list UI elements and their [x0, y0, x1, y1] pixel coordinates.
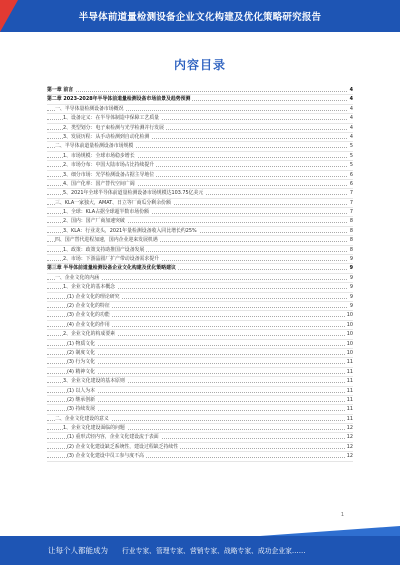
- toc-entry-page: 8: [349, 237, 353, 244]
- toc-entry-page: 12: [346, 443, 353, 450]
- toc-entry-page: 4: [349, 124, 353, 131]
- toc-entry-text: 2、企业文化的构成要素: [63, 331, 116, 338]
- toc-entry-page: 5: [349, 152, 353, 159]
- toc-entry-page: 7: [349, 199, 353, 206]
- toc-entry-text: (4) 企业文化的作用: [67, 321, 110, 328]
- toc-entry[interactable]: [47, 349, 353, 358]
- toc-entry-text: 二、半导体前道量检测设备市场规模: [55, 143, 134, 150]
- toc-entry[interactable]: [47, 274, 353, 283]
- toc-entry[interactable]: [47, 321, 353, 330]
- toc-entry-text: 1、设备定义：在半导体制造中保障工艺质量: [63, 115, 160, 122]
- toc-entry[interactable]: [47, 377, 353, 386]
- toc-entry-text: 1、市场规模：全球市场稳步增长: [63, 152, 135, 159]
- toc-entry[interactable]: [47, 311, 353, 320]
- toc-entry-text: 2、市场：下游晶圆厂扩产带动设备需求提升: [63, 256, 160, 263]
- toc-entry[interactable]: [47, 405, 353, 414]
- toc-entry[interactable]: [47, 246, 353, 255]
- toc-entry-page: 9: [349, 284, 353, 291]
- toc-entry[interactable]: [47, 433, 353, 442]
- toc-entry-page: 9: [349, 256, 353, 263]
- toc-entry-page: 11: [346, 368, 353, 375]
- toc-entry-text: (3) 企业文化的功能: [67, 312, 110, 319]
- toc-entry-text: (2) 继承创新: [67, 396, 96, 403]
- toc-entry-text: 二、企业文化建设的意义: [55, 415, 109, 422]
- toc-entry[interactable]: [47, 452, 353, 461]
- toc-entry[interactable]: [47, 105, 353, 114]
- toc-entry-text: (3) 行为文化: [67, 359, 96, 366]
- toc-entry[interactable]: [47, 368, 353, 377]
- toc-entry-page: 8: [349, 246, 353, 253]
- toc-entry[interactable]: [47, 199, 353, 208]
- toc-entry-text: (1) 以人为本: [67, 387, 96, 394]
- toc-entry-text: 1、全球：KLA占据全球超半数市场份额: [63, 209, 149, 216]
- toc-entry[interactable]: [47, 180, 353, 189]
- toc-entry-page: 4: [349, 133, 353, 140]
- page-footer: [0, 536, 400, 565]
- toc-entry[interactable]: [47, 415, 353, 424]
- toc-entry-page: 5: [349, 162, 353, 169]
- toc-entry[interactable]: [47, 217, 353, 226]
- toc-entry-text: (1) 物质文化: [67, 340, 96, 347]
- toc-entry[interactable]: [47, 293, 353, 302]
- toc-entry-page: 11: [346, 415, 353, 422]
- toc-entry-text: 第二章 2023-2028年半导体前道量检测设备市场前景及趋势预测: [47, 96, 191, 103]
- table-of-contents: [47, 86, 353, 462]
- toc-entry-page: 9: [349, 293, 353, 300]
- toc-entry-text: 3、企业文化建设的基本原则: [63, 378, 125, 385]
- toc-entry[interactable]: [47, 340, 353, 349]
- toc-entry-page: 4: [349, 115, 353, 122]
- toc-entry-page: 10: [346, 312, 353, 319]
- toc-entry-text: 三、KLA一家独大，AMAT、日立等厂商瓜分剩余份额: [55, 199, 171, 206]
- toc-entry-text: 第一章 前言: [47, 87, 74, 93]
- toc-entry-text: 2、市场分布：中国大陆市场占比持续提升: [63, 162, 155, 169]
- toc-entry-page: 11: [346, 378, 353, 385]
- toc-entry[interactable]: [47, 330, 353, 339]
- toc-entry-text: (1) 企业文化的理论研究: [67, 293, 120, 300]
- toc-heading: 内容目录: [173, 58, 226, 72]
- report-title: 半导体前道量检测设备企业文化构建及优化策略研究报告: [78, 12, 322, 23]
- toc-entry-page: 11: [346, 406, 353, 413]
- toc-entry-page: 11: [346, 396, 353, 403]
- toc-entry-text: 2、国内：国产厂商加速突破: [63, 218, 125, 225]
- toc-entry-page: 10: [346, 340, 353, 347]
- toc-entry-page: 7: [349, 209, 353, 216]
- toc-entry-text: 3、细分市场：光学检测设备占据主导地位: [63, 171, 155, 178]
- toc-entry-page: 11: [346, 359, 353, 366]
- toc-entry-text: 1、政策：政策支持助推国产设备发展: [63, 246, 145, 253]
- toc-entry-page: 9: [349, 265, 353, 272]
- toc-entry-page: 8: [349, 227, 353, 234]
- toc-entry-page: 5: [349, 143, 353, 150]
- toc-entry-text: (2) 制度文化: [67, 349, 96, 356]
- toc-entry-page: 8: [349, 218, 353, 225]
- toc-entry[interactable]: [47, 114, 353, 123]
- toc-entry[interactable]: [47, 86, 353, 95]
- toc-entry-text: 4、国产化率：国产替代空间广阔: [63, 180, 135, 187]
- toc-entry[interactable]: [47, 302, 353, 311]
- toc-entry-text: (2) 企业文化的特征: [67, 302, 110, 309]
- toc-entry-page: 4: [349, 105, 353, 112]
- toc-entry-text: 1、企业文化建设面临的问题: [63, 425, 125, 432]
- toc-entry-page: 10: [346, 331, 353, 338]
- toc-entry-page: 4: [349, 96, 353, 103]
- toc-entry-text: 5、2021年全球半导体前道量检测设备市场规模达103.75亿美元: [63, 190, 204, 197]
- footer-slogan: 让每个人都能成为: [48, 546, 108, 555]
- toc-entry[interactable]: [47, 443, 353, 452]
- toc-entry[interactable]: [47, 255, 353, 264]
- toc-entry-text: 3、KLA：行业龙头，2021年量检测设备收入同比增长约25%: [63, 227, 197, 234]
- toc-entry-text: 四、国产替代进程加速，国内企业迎来发展机遇: [55, 237, 158, 244]
- toc-entry-text: (1) 重形式轻内容，企业文化建设流于表面: [67, 434, 159, 441]
- toc-entry[interactable]: [47, 133, 353, 142]
- page-number: 1: [340, 512, 344, 518]
- toc-entry[interactable]: [47, 236, 353, 245]
- toc-entry-page: 12: [346, 425, 353, 432]
- toc-entry-page: 9: [349, 302, 353, 309]
- toc-entry-text: 第三章 半导体前道量检测设备企业文化构建及优化策略建议: [47, 265, 176, 272]
- toc-entry-page: 10: [346, 321, 353, 328]
- toc-entry[interactable]: [47, 227, 353, 236]
- toc-entry-page: 4: [349, 87, 353, 93]
- toc-entry-page: 7: [349, 190, 353, 197]
- toc-entry[interactable]: [47, 171, 353, 180]
- toc-entry-page: 9: [349, 274, 353, 281]
- toc-entry-page: 6: [349, 180, 353, 187]
- toc-entry-text: 1、企业文化的基本概念: [63, 284, 116, 291]
- toc-entry-text: (3) 持续发展: [67, 406, 96, 413]
- toc-entry[interactable]: [47, 142, 353, 151]
- toc-entry-text: (4) 精神文化: [67, 368, 96, 375]
- toc-entry-page: 12: [346, 434, 353, 441]
- toc-entry[interactable]: [47, 283, 353, 292]
- toc-entry[interactable]: [47, 161, 353, 170]
- toc-entry[interactable]: [47, 396, 353, 405]
- toc-entry-text: 一、企业文化的内涵: [55, 274, 100, 281]
- toc-entry[interactable]: [47, 264, 353, 273]
- toc-entry[interactable]: [47, 387, 353, 396]
- toc-entry[interactable]: [47, 189, 353, 198]
- toc-entry-text: 一、半导体量检测设备市场概况: [55, 105, 124, 112]
- toc-entry[interactable]: [47, 95, 353, 104]
- toc-entry-text: 3、发展历程：从手动检测到自动化检测: [63, 133, 150, 140]
- toc-entry-page: 6: [349, 171, 353, 178]
- toc-entry[interactable]: [47, 358, 353, 367]
- toc-entry[interactable]: [47, 124, 353, 133]
- toc-entry-text: (3) 企业文化建设中员工参与度不高: [67, 453, 144, 460]
- toc-entry-page: 11: [346, 387, 353, 394]
- report-header: [0, 0, 400, 32]
- toc-entry[interactable]: [47, 152, 353, 161]
- toc-entry[interactable]: [47, 208, 353, 217]
- toc-entry[interactable]: [47, 424, 353, 433]
- footer-wave-decoration: [260, 526, 400, 536]
- toc-entry-page: 12: [346, 453, 353, 460]
- toc-entry-text: 2、类型划分：电子束检测与光学检测并行发展: [63, 124, 164, 131]
- toc-entry-text: (2) 企业文化建设缺乏系统性，建设过程缺乏持续性: [67, 443, 179, 450]
- toc-entry-page: 10: [346, 349, 353, 356]
- footer-tagline: 行业专家、管理专家、营销专家、战略专家、成功企业家……: [122, 547, 306, 555]
